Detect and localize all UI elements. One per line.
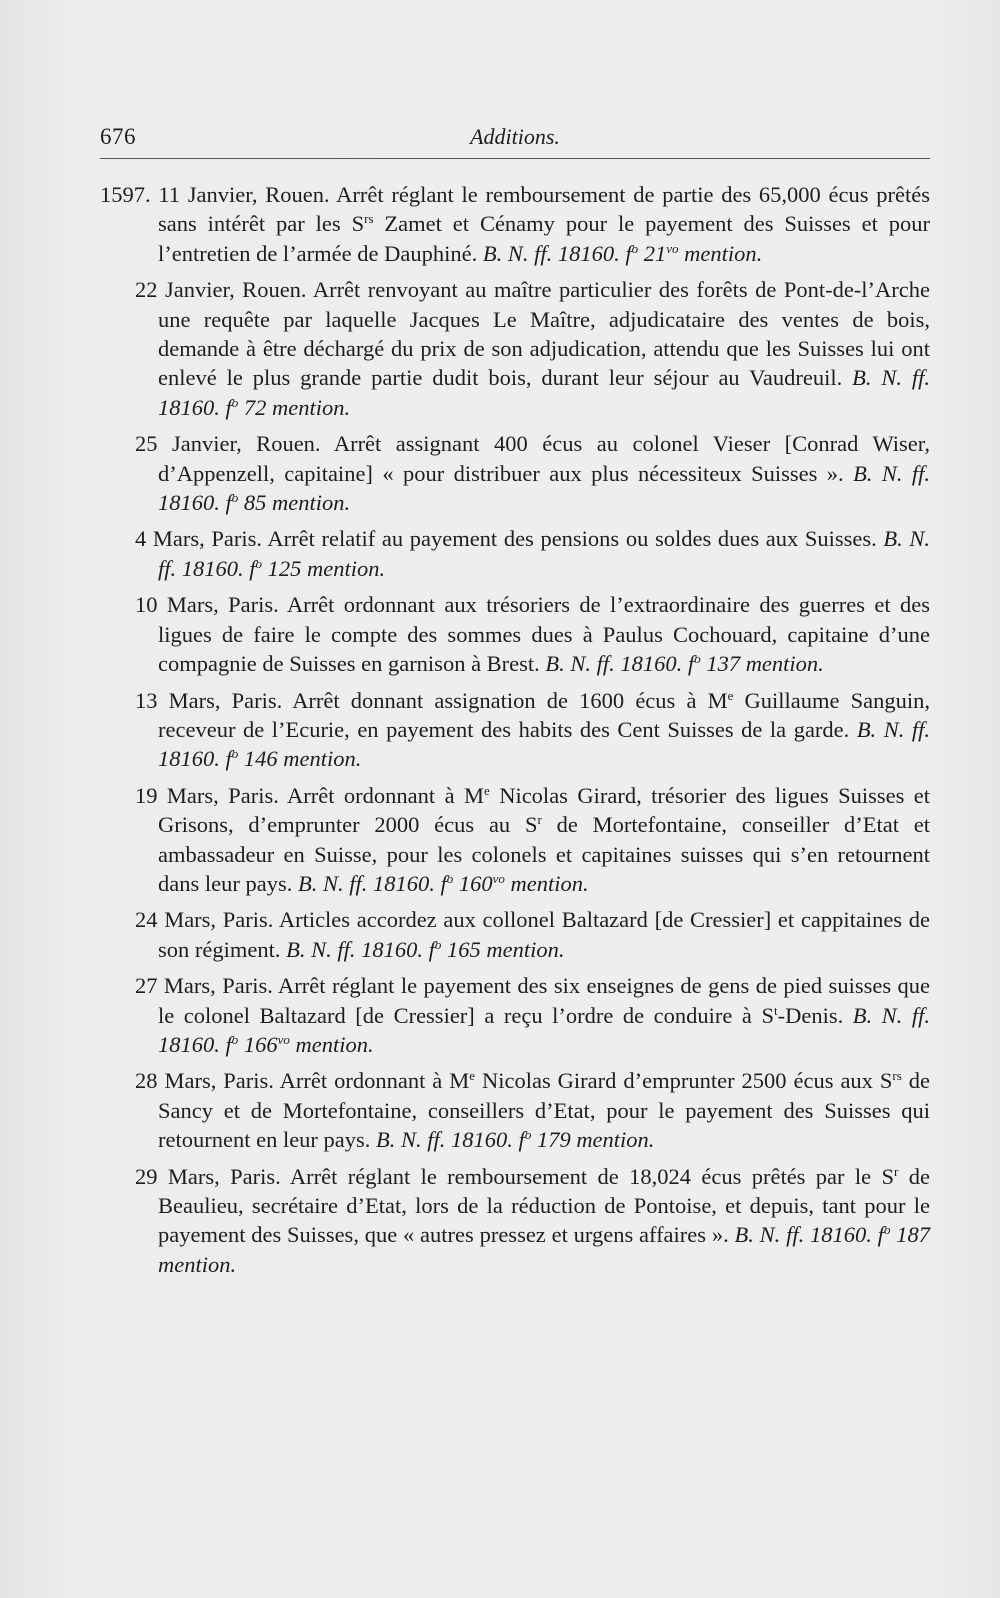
reference-text: 85 mention. — [238, 490, 351, 516]
entry-text: Arrêt réglant le remboursement de partie des 65,000 écus prêtés sans intérêt par les S — [158, 182, 931, 237]
entry-date: 10 Mars, Paris. — [135, 592, 279, 618]
entry-text: Arrêt assignant 400 écus au colonel Vieser [Conrad Wiser, d’Appenzell, capitaine] « pour distribuer aux plus nécessiteux Suisses ». — [158, 431, 931, 486]
entry-date: 24 Mars, Paris. — [135, 907, 274, 933]
entry-reference — [298, 871, 589, 896]
entry-reference — [545, 651, 823, 676]
reference-text: 125 mention. — [262, 555, 386, 581]
reference-text: B. N. ff. 18160. f — [545, 651, 695, 677]
entry-superscript: e — [484, 782, 490, 798]
entry-superscript: rs — [892, 1068, 902, 1084]
reference-superscript: o — [694, 651, 701, 667]
entry-date: 29 Mars, Paris. — [135, 1163, 281, 1189]
reference-text: 137 mention. — [700, 651, 824, 677]
reference-text: B. N. ff. 18160. f — [158, 526, 930, 581]
reference-text: B. N. ff. 18160. f — [482, 240, 632, 266]
reference-superscript: o — [883, 1222, 891, 1238]
reference-text: 72 mention. — [238, 394, 351, 420]
reference-superscript: vo — [277, 1031, 290, 1047]
entry-text: Arrêt réglant le remboursement de 18,024 écus prêtés par le S — [289, 1163, 895, 1189]
entries-list — [100, 180, 930, 1286]
entry-03-27 — [100, 971, 930, 1059]
reference-text: B. N. ff. 18160. f — [286, 936, 435, 962]
entry-text: de Mortefontaine, conseiller d’Etat et ambassadeur en Suisse, pour les colonels et capitaines suisses qui s’en retournent dans leur pays. — [158, 812, 930, 896]
entry-superscript: r — [537, 812, 542, 828]
reference-text: 21 — [638, 240, 667, 266]
entry-text: Arrêt donnant assignation de 1600 écus à M — [292, 687, 728, 713]
reference-text: 160 — [453, 870, 493, 896]
entry-text: Articles accordez aux collonel Baltazard [de Cressier] et cappitaines de son régiment. — [158, 907, 930, 962]
header-rule — [100, 158, 930, 159]
entry-text: Nicolas Girard, trésorier des ligues Suisses et Grisons, d’emprunter 2000 écus au S — [158, 782, 930, 838]
reference-superscript: vo — [492, 870, 505, 886]
running-title: Additions. — [470, 124, 560, 149]
entry-text: Arrêt relatif au payement des pensions ou soldes dues aux Suisses. — [267, 526, 884, 552]
reference-text: B. N. ff. 18160. f — [158, 460, 930, 516]
entry-reference — [376, 1127, 654, 1152]
reference-text: 179 mention. — [531, 1127, 655, 1153]
entry-date: 28 Mars, Paris. — [135, 1068, 274, 1094]
reference-superscript: o — [231, 394, 239, 410]
reference-text: B. N. ff. 18160. f — [297, 870, 447, 896]
entry-03-13 — [100, 686, 930, 774]
entry-superscript: e — [469, 1068, 476, 1084]
entry-text: Arrêt renvoyant au maître particulier des forêts de Pont-de-l’Arche une requête par laquelle Jacques Le Maître, adjudicataire des ventes de bois, demande à être déchargé du prix de son adjudication, attendu que les Suisses lui ont enlevé le plus grande partie dudit bois, durant leur séjour au Vaudreuil. — [158, 277, 931, 391]
entry-text: Guillaume Sanguin, receveur de l’Ecurie, en payement des habits des Cent Suisses de la garde. — [158, 687, 930, 742]
entry-03-24 — [100, 905, 930, 964]
reference-superscript: o — [255, 555, 263, 571]
entry-superscript: r — [894, 1163, 899, 1179]
reference-text: 166 — [238, 1031, 278, 1057]
entry-03-04 — [100, 524, 930, 583]
reference-superscript: o — [446, 870, 454, 886]
entry-date: 1597. 11 Janvier, Rouen. — [100, 182, 330, 207]
entry-1597-01-11 — [100, 180, 930, 268]
entry-text: Arrêt ordonnant à M — [279, 1068, 470, 1094]
entry-text: Arrêt ordonnant à M — [287, 782, 484, 808]
entry-date: 19 Mars, Paris. — [135, 782, 279, 808]
entry-superscript: e — [727, 687, 734, 703]
reference-text: mention. — [289, 1031, 374, 1057]
page-header — [100, 124, 930, 156]
entry-text: Arrêt réglant le payement des six enseignes de gens de pied suisses que le colonel Baltazard [de Cressier] a reçu l’ordre de conduire à S — [158, 973, 930, 1028]
entry-03-29 — [100, 1162, 930, 1280]
reference-superscript: o — [231, 490, 239, 506]
reference-superscript: o — [231, 746, 239, 762]
reference-superscript: o — [434, 936, 442, 952]
entry-01-25 — [100, 429, 930, 517]
entry-text: Arrêt ordonnant aux trésoriers de l’extraordinaire des guerres et des ligues de faire le compte des sommes dues à Paulus Cochouard, capitaine d’une compagnie de Suisses en garnison à Brest. — [158, 592, 930, 677]
reference-text: B. N. ff. 18160. f — [734, 1222, 884, 1248]
reference-text: mention. — [504, 870, 589, 896]
entry-reference — [483, 241, 762, 266]
reference-text: 146 mention. — [238, 746, 362, 772]
reference-text: B. N. ff. 18160. f — [158, 716, 930, 772]
reference-superscript: o — [231, 1031, 239, 1047]
entry-date: 4 Mars, Paris. — [135, 526, 263, 552]
reference-text: mention. — [678, 240, 763, 266]
entry-date: 25 Janvier, Rouen. — [135, 431, 321, 457]
page-number: 676 — [100, 124, 136, 149]
entry-superscript: rs — [364, 211, 374, 227]
reference-text: B. N. ff. 18160. f — [158, 365, 930, 420]
entry-text: Nicolas Girard d’emprunter 2500 écus aux S — [475, 1068, 893, 1094]
entry-reference — [286, 937, 564, 962]
reference-text: 165 mention. — [441, 936, 565, 962]
entry-01-22 — [100, 275, 930, 422]
entry-text: -Denis. — [777, 1002, 853, 1028]
entry-date: 22 Janvier, Rouen. — [135, 277, 307, 303]
reference-superscript: o — [631, 240, 639, 256]
entry-03-10 — [100, 590, 930, 678]
entry-03-28 — [100, 1066, 930, 1154]
entry-superscript: t — [773, 1002, 778, 1018]
reference-text: B. N. ff. 18160. f — [158, 1002, 930, 1057]
entry-date: 27 Mars, Paris. — [135, 973, 273, 999]
reference-superscript: vo — [666, 240, 679, 256]
entry-text: Zamet et Cénamy pour le payement des Suisses et pour l’entretien de l’armée de Dauphiné. — [158, 211, 930, 266]
reference-text: 187 mention. — [158, 1222, 930, 1277]
reference-superscript: o — [524, 1127, 532, 1143]
entry-03-19 — [100, 781, 930, 899]
reference-text: B. N. ff. 18160. f — [376, 1127, 525, 1153]
entry-date: 13 Mars, Paris. — [135, 687, 283, 713]
entry-text: de Sancy et de Mortefontaine, conseillers d’Etat, pour le payement des Suisses qui retournent en leur pays. — [158, 1068, 930, 1153]
entry-text: de Beaulieu, secrétaire d’Etat, lors de la réduction de Pontoise, et depuis, tant pour le payement des Suisses, que « autres pressez et urgens affaires ». — [158, 1163, 930, 1248]
